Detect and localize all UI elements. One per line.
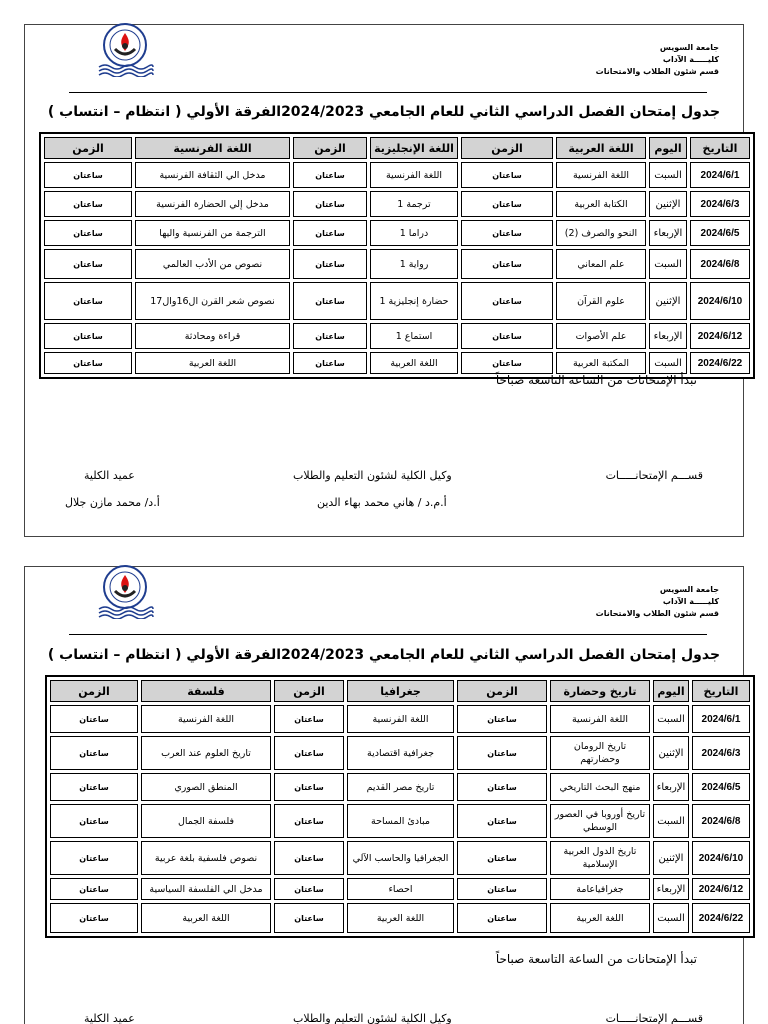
table-row (44, 191, 750, 217)
cell-subject-1: تاريخ الرومان وحضارتهم (550, 736, 650, 770)
cell-duration: ساعتان (461, 220, 553, 246)
cell-subject-2: جغرافية اقتصادية (347, 736, 454, 770)
table-row (50, 903, 750, 933)
header-subject-3: فلسفة (141, 680, 271, 702)
cell-duration: ساعتان (274, 804, 344, 838)
cell-day: السبت (653, 705, 689, 733)
suez-university-logo-icon (95, 561, 155, 619)
vice-dean-title: وكيل الكلية لشئون التعليم والطلاب (293, 1012, 452, 1024)
cell-duration: ساعتان (461, 323, 553, 349)
faculty-name: كليـــــة الآداب (662, 55, 719, 64)
university-header (596, 584, 719, 620)
cell-day: السبت (649, 162, 687, 188)
cell-day: الإربعاء (649, 323, 687, 349)
cell-duration: ساعتان (44, 352, 132, 374)
cell-subject-2: ترجمة 1 (370, 191, 458, 217)
cell-date: 2024/6/10 (692, 841, 750, 875)
cell-duration: ساعتان (274, 903, 344, 933)
cell-subject-2: استماع 1 (370, 323, 458, 349)
cell-date: 2024/6/5 (690, 220, 750, 246)
department-name: قسم شئون الطلاب والامتحانات (595, 609, 719, 618)
cell-subject-3: قراءة ومحادثة (135, 323, 290, 349)
vice-dean-name: أ.م.د / هاني محمد بهاء الدين (317, 496, 447, 509)
cell-subject-2: تاريخ مصر القديم (347, 773, 454, 801)
header-duration: الزمن (457, 680, 547, 702)
exam-schedule-table (45, 675, 755, 938)
header-duration: الزمن (293, 137, 367, 159)
cell-day: الإربعاء (649, 220, 687, 246)
cell-duration: ساعتان (293, 282, 367, 320)
cell-subject-2: الجغرافيا والحاسب الآلي (347, 841, 454, 875)
header-duration: الزمن (461, 137, 553, 159)
cell-date: 2024/6/12 (692, 878, 750, 900)
cell-duration: ساعتان (293, 162, 367, 188)
dean-title: عميد الكلية (84, 1012, 135, 1024)
cell-date: 2024/6/3 (692, 736, 750, 770)
cell-duration: ساعتان (44, 220, 132, 246)
cell-duration: ساعتان (457, 903, 547, 933)
cell-duration: ساعتان (461, 352, 553, 374)
header-divider (69, 92, 707, 93)
table-row (50, 878, 750, 900)
exam-sheet-1 (24, 24, 744, 537)
table-row (50, 736, 750, 770)
cell-subject-1: تاريخ أوروبا في العصور الوسطي (550, 804, 650, 838)
cell-duration: ساعتان (457, 841, 547, 875)
cell-day: الإثنين (649, 282, 687, 320)
cell-duration: ساعتان (44, 191, 132, 217)
cell-duration: ساعتان (274, 841, 344, 875)
cell-subject-3: اللغة العربية (135, 352, 290, 374)
cell-duration: ساعتان (457, 804, 547, 838)
cell-subject-2: اللغة الفرنسية (347, 705, 454, 733)
cell-duration: ساعتان (457, 773, 547, 801)
cell-date: 2024/6/22 (690, 352, 750, 374)
cell-date: 2024/6/1 (690, 162, 750, 188)
cell-date: 2024/6/5 (692, 773, 750, 801)
cell-subject-3: اللغة الفرنسية (141, 705, 271, 733)
cell-day: السبت (649, 352, 687, 374)
cell-day: السبت (653, 903, 689, 933)
cell-duration: ساعتان (50, 841, 138, 875)
cell-day: الإثنين (649, 191, 687, 217)
cell-duration: ساعتان (461, 282, 553, 320)
header-subject-3: اللغة الفرنسية (135, 137, 290, 159)
header-subject-1: تاريخ وحضارة (550, 680, 650, 702)
exams-dept-signature: قســـم الإمتحانـــــات (605, 469, 703, 482)
faculty-name: كليـــــة الآداب (662, 597, 719, 606)
cell-subject-3: نصوص فلسفية بلغة عربية (141, 841, 271, 875)
cell-subject-3: نصوص شعر القرن ال16وال17 (135, 282, 290, 320)
dean-name: أ.د/ محمد مازن جلال (65, 496, 160, 509)
table-row (44, 323, 750, 349)
header-duration: الزمن (50, 680, 138, 702)
header-subject-1: اللغة العربية (556, 137, 646, 159)
exam-schedule-table (39, 132, 755, 379)
table-row (50, 804, 750, 838)
cell-subject-1: النحو والصرف (2) (556, 220, 646, 246)
cell-subject-1: تاريخ الدول العربية الإسلامية (550, 841, 650, 875)
cell-duration: ساعتان (274, 705, 344, 733)
cell-subject-3: الترجمة من الفرنسية واليها (135, 220, 290, 246)
cell-date: 2024/6/8 (692, 804, 750, 838)
cell-subject-2: اللغة العربية (347, 903, 454, 933)
cell-duration: ساعتان (50, 736, 138, 770)
header-subject-2: اللغة الإنجليزية (370, 137, 458, 159)
cell-duration: ساعتان (457, 705, 547, 733)
cell-day: السبت (649, 249, 687, 279)
cell-subject-2: احصاء (347, 878, 454, 900)
cell-date: 2024/6/10 (690, 282, 750, 320)
cell-subject-3: المنطق الصوري (141, 773, 271, 801)
cell-duration: ساعتان (293, 323, 367, 349)
schedule-title: جدول إمتحان الفصل الدراسي الثاني للعام الجامعي 2024/2023الفرقة الأولي ( انتظام – انتساب ) (47, 647, 721, 663)
cell-subject-1: اللغة الفرنسية (550, 705, 650, 733)
header-day: اليوم (649, 137, 687, 159)
cell-duration: ساعتان (461, 249, 553, 279)
university-header (596, 42, 719, 78)
table-row (50, 705, 750, 733)
start-time-note: تبدأ الإمتحانات من الساعة التاسعة صباحاً (495, 373, 697, 387)
table-row (44, 220, 750, 246)
cell-day: السبت (653, 804, 689, 838)
schedule-title: جدول إمتحان الفصل الدراسي الثاني للعام الجامعي 2024/2023الفرقة الأولي ( انتظام – انتساب ) (47, 104, 721, 120)
table-row (50, 841, 750, 875)
cell-duration: ساعتان (293, 352, 367, 374)
table-header-row (44, 137, 750, 159)
cell-duration: ساعتان (274, 878, 344, 900)
cell-subject-1: منهج البحث التاريخي (550, 773, 650, 801)
cell-duration: ساعتان (44, 323, 132, 349)
cell-duration: ساعتان (293, 220, 367, 246)
cell-duration: ساعتان (461, 191, 553, 217)
cell-subject-3: اللغة العربية (141, 903, 271, 933)
cell-duration: ساعتان (50, 878, 138, 900)
university-name: جامعة السويس (659, 585, 719, 594)
cell-subject-2: مبادئ المساحة (347, 804, 454, 838)
cell-subject-2: رواية 1 (370, 249, 458, 279)
cell-duration: ساعتان (50, 773, 138, 801)
table-row (44, 162, 750, 188)
cell-duration: ساعتان (44, 162, 132, 188)
cell-duration: ساعتان (50, 804, 138, 838)
exam-sheet-2 (24, 566, 744, 1024)
cell-subject-3: تاريخ العلوم عند العرب (141, 736, 271, 770)
header-date: التاريخ (692, 680, 750, 702)
header-subject-2: جغرافيا (347, 680, 454, 702)
cell-subject-1: الكتابة العربية (556, 191, 646, 217)
cell-subject-2: دراما 1 (370, 220, 458, 246)
header-duration: الزمن (44, 137, 132, 159)
cell-date: 2024/6/22 (692, 903, 750, 933)
cell-subject-1: جغرافياعامة (550, 878, 650, 900)
department-name: قسم شئون الطلاب والامتحانات (595, 67, 719, 76)
header-divider (69, 634, 707, 635)
cell-subject-1: علم المعاني (556, 249, 646, 279)
cell-subject-2: اللغة الفرنسية (370, 162, 458, 188)
cell-day: الإربعاء (653, 878, 689, 900)
table-body (50, 705, 750, 933)
cell-date: 2024/6/12 (690, 323, 750, 349)
cell-duration: ساعتان (50, 903, 138, 933)
table-row (44, 249, 750, 279)
university-name: جامعة السويس (659, 43, 719, 52)
cell-subject-1: علوم القرآن (556, 282, 646, 320)
cell-subject-1: اللغة الفرنسية (556, 162, 646, 188)
cell-subject-1: علم الأصوات (556, 323, 646, 349)
dean-title: عميد الكلية (84, 469, 135, 482)
cell-subject-3: مدخل الي الفلسفة السياسية (141, 878, 271, 900)
header-duration: الزمن (274, 680, 344, 702)
table-row (50, 773, 750, 801)
cell-subject-3: نصوص من الأدب العالمي (135, 249, 290, 279)
cell-subject-3: فلسفة الجمال (141, 804, 271, 838)
cell-date: 2024/6/1 (692, 705, 750, 733)
cell-subject-1: المكتبة العربية (556, 352, 646, 374)
vice-dean-title: وكيل الكلية لشئون التعليم والطلاب (293, 469, 452, 482)
table-body (44, 162, 750, 374)
cell-duration: ساعتان (44, 282, 132, 320)
cell-day: الإثنين (653, 736, 689, 770)
table-row (44, 282, 750, 320)
cell-date: 2024/6/3 (690, 191, 750, 217)
cell-subject-3: مدخل الي الثقافة الفرنسية (135, 162, 290, 188)
cell-subject-2: اللغة العربية (370, 352, 458, 374)
cell-subject-2: حضارة إنجليزية 1 (370, 282, 458, 320)
header-date: التاريخ (690, 137, 750, 159)
cell-duration: ساعتان (274, 773, 344, 801)
header-day: اليوم (653, 680, 689, 702)
cell-duration: ساعتان (461, 162, 553, 188)
cell-subject-1: اللغة العربية (550, 903, 650, 933)
cell-duration: ساعتان (44, 249, 132, 279)
cell-day: الإثنين (653, 841, 689, 875)
table-row (44, 352, 750, 374)
cell-date: 2024/6/8 (690, 249, 750, 279)
exams-dept-signature: قســـم الإمتحانـــــات (605, 1012, 703, 1024)
cell-subject-3: مدخل إلي الحضارة الفرنسية (135, 191, 290, 217)
cell-duration: ساعتان (293, 191, 367, 217)
cell-duration: ساعتان (274, 736, 344, 770)
cell-duration: ساعتان (457, 878, 547, 900)
start-time-note: تبدأ الإمتحانات من الساعة التاسعة صباحاً (495, 952, 697, 966)
cell-duration: ساعتان (50, 705, 138, 733)
suez-university-logo-icon (95, 19, 155, 77)
cell-day: الإربعاء (653, 773, 689, 801)
table-header-row (50, 680, 750, 702)
cell-duration: ساعتان (293, 249, 367, 279)
cell-duration: ساعتان (457, 736, 547, 770)
